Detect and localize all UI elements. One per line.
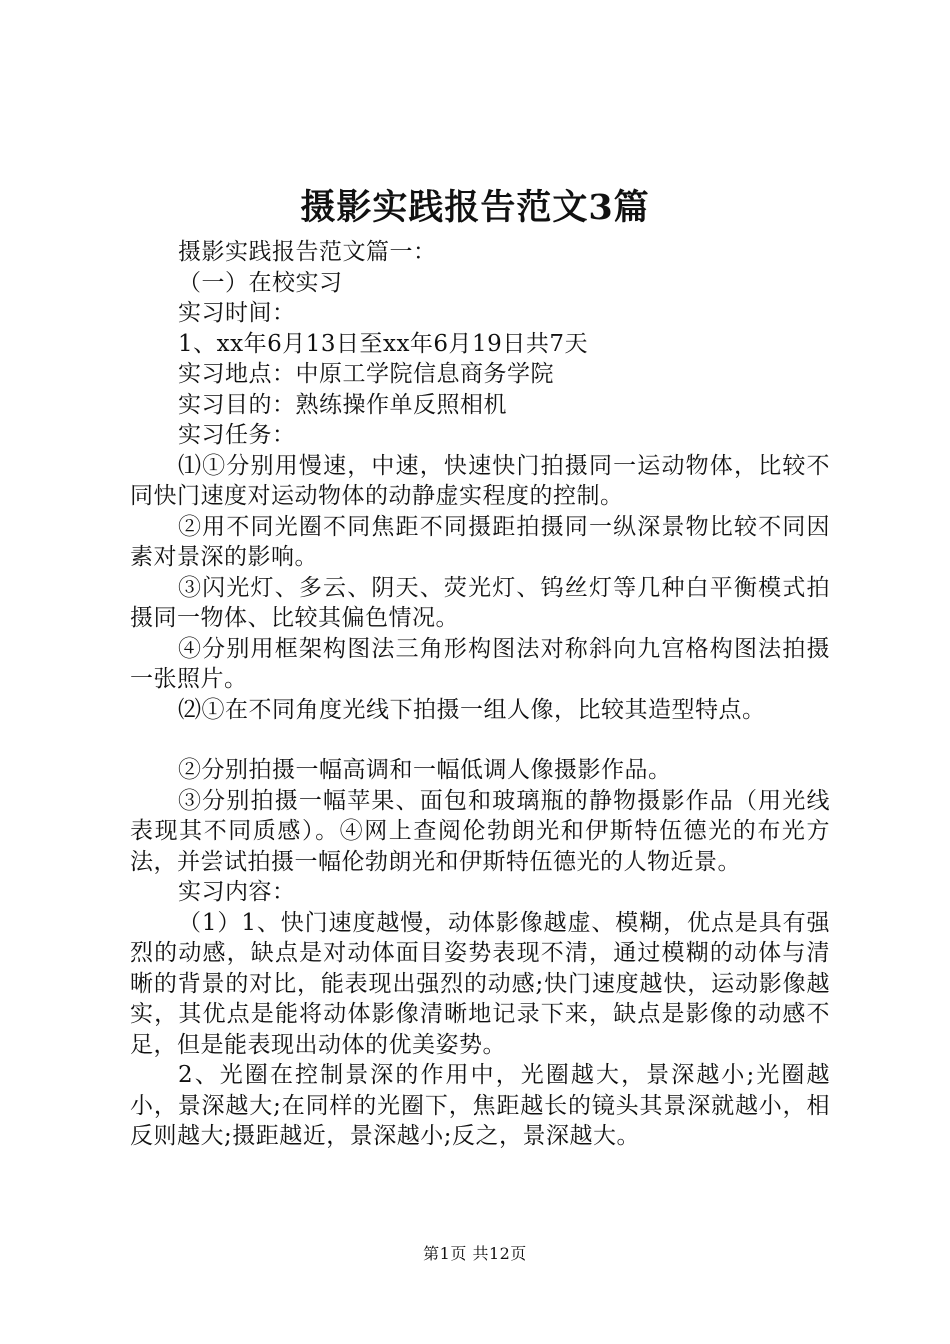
document-title: 摄影实践报告范文3篇 [300,187,650,228]
paragraph-content-label: 实习内容： [178,879,296,905]
paragraph-task-2: ②用不同光圈不同焦距不同摄距拍摄同一纵深景物比较不同因素对景深的影响。 [130,513,830,570]
page-footer: 第1页 共12页 [423,1244,527,1263]
paragraph-task-6: ②分别拍摄一幅高调和一幅低调人像摄影作品。 [178,757,672,783]
paragraph-task-label: 实习任务： [178,422,296,448]
paragraph-content-2: 2、光圈在控制景深的作用中，光圈越大，景深越小;光圈越小，景深越大;在同样的光圈下，焦距越长的镜头其景深就越小，相反则越大;摄距越近，景深越小;反之，景深越大。 [130,1062,830,1149]
paragraph-task-3: ③闪光灯、多云、阴天、荧光灯、钨丝灯等几种白平衡模式拍摄同一物体、比较其偏色情况。 [130,574,830,631]
paragraph-time-label: 实习时间： [178,300,296,326]
paragraph-task-1: ⑴①分别用慢速，中速，快速快门拍摄同一运动物体，比较不同快门速度对运动物体的动静虚实程度的控制。 [130,452,830,509]
document-body [130,237,830,1152]
paragraph-task-4: ④分别用框架构图法三角形构图法对称斜向九宫格构图法拍摄一张照片。 [130,635,830,692]
paragraph-section: （一）在校实习 [178,269,343,296]
paragraph-intro: 摄影实践报告范文篇一： [178,239,437,265]
paragraph-task-7: ③分别拍摄一幅苹果、面包和玻璃瓶的静物摄影作品（用光线表现其不同质感）。④网上查阅伦勃朗光和伊斯特伍德光的布光方法，并尝试拍摄一幅伦勃朗光和伊斯特伍德光的人物近景。 [130,787,830,875]
paragraph-content-1: （1）1、快门速度越慢，动体影像越虚、模糊，优点是具有强烈的动感，缺点是对动体面目姿势表现不清，通过模糊的动体与清晰的背景的对比，能表现出强烈的动感;快门速度越快，运动影像越实，其优点是能将动体影像清晰地记录下来，缺点是影像的动感不足，但是能表现出动体的优美姿势。 [130,909,830,1058]
paragraph-location: 实习地点：中原工学院信息商务学院 [178,361,554,387]
paragraph-goal: 实习目的：熟练操作单反照相机 [178,391,507,418]
paragraph-time: 1、xx年6月13日至xx年6月19日共7天 [178,330,588,357]
paragraph-task-5: ⑵①在不同角度光线下拍摄一组人像，比较其造型特点。 [178,696,766,723]
